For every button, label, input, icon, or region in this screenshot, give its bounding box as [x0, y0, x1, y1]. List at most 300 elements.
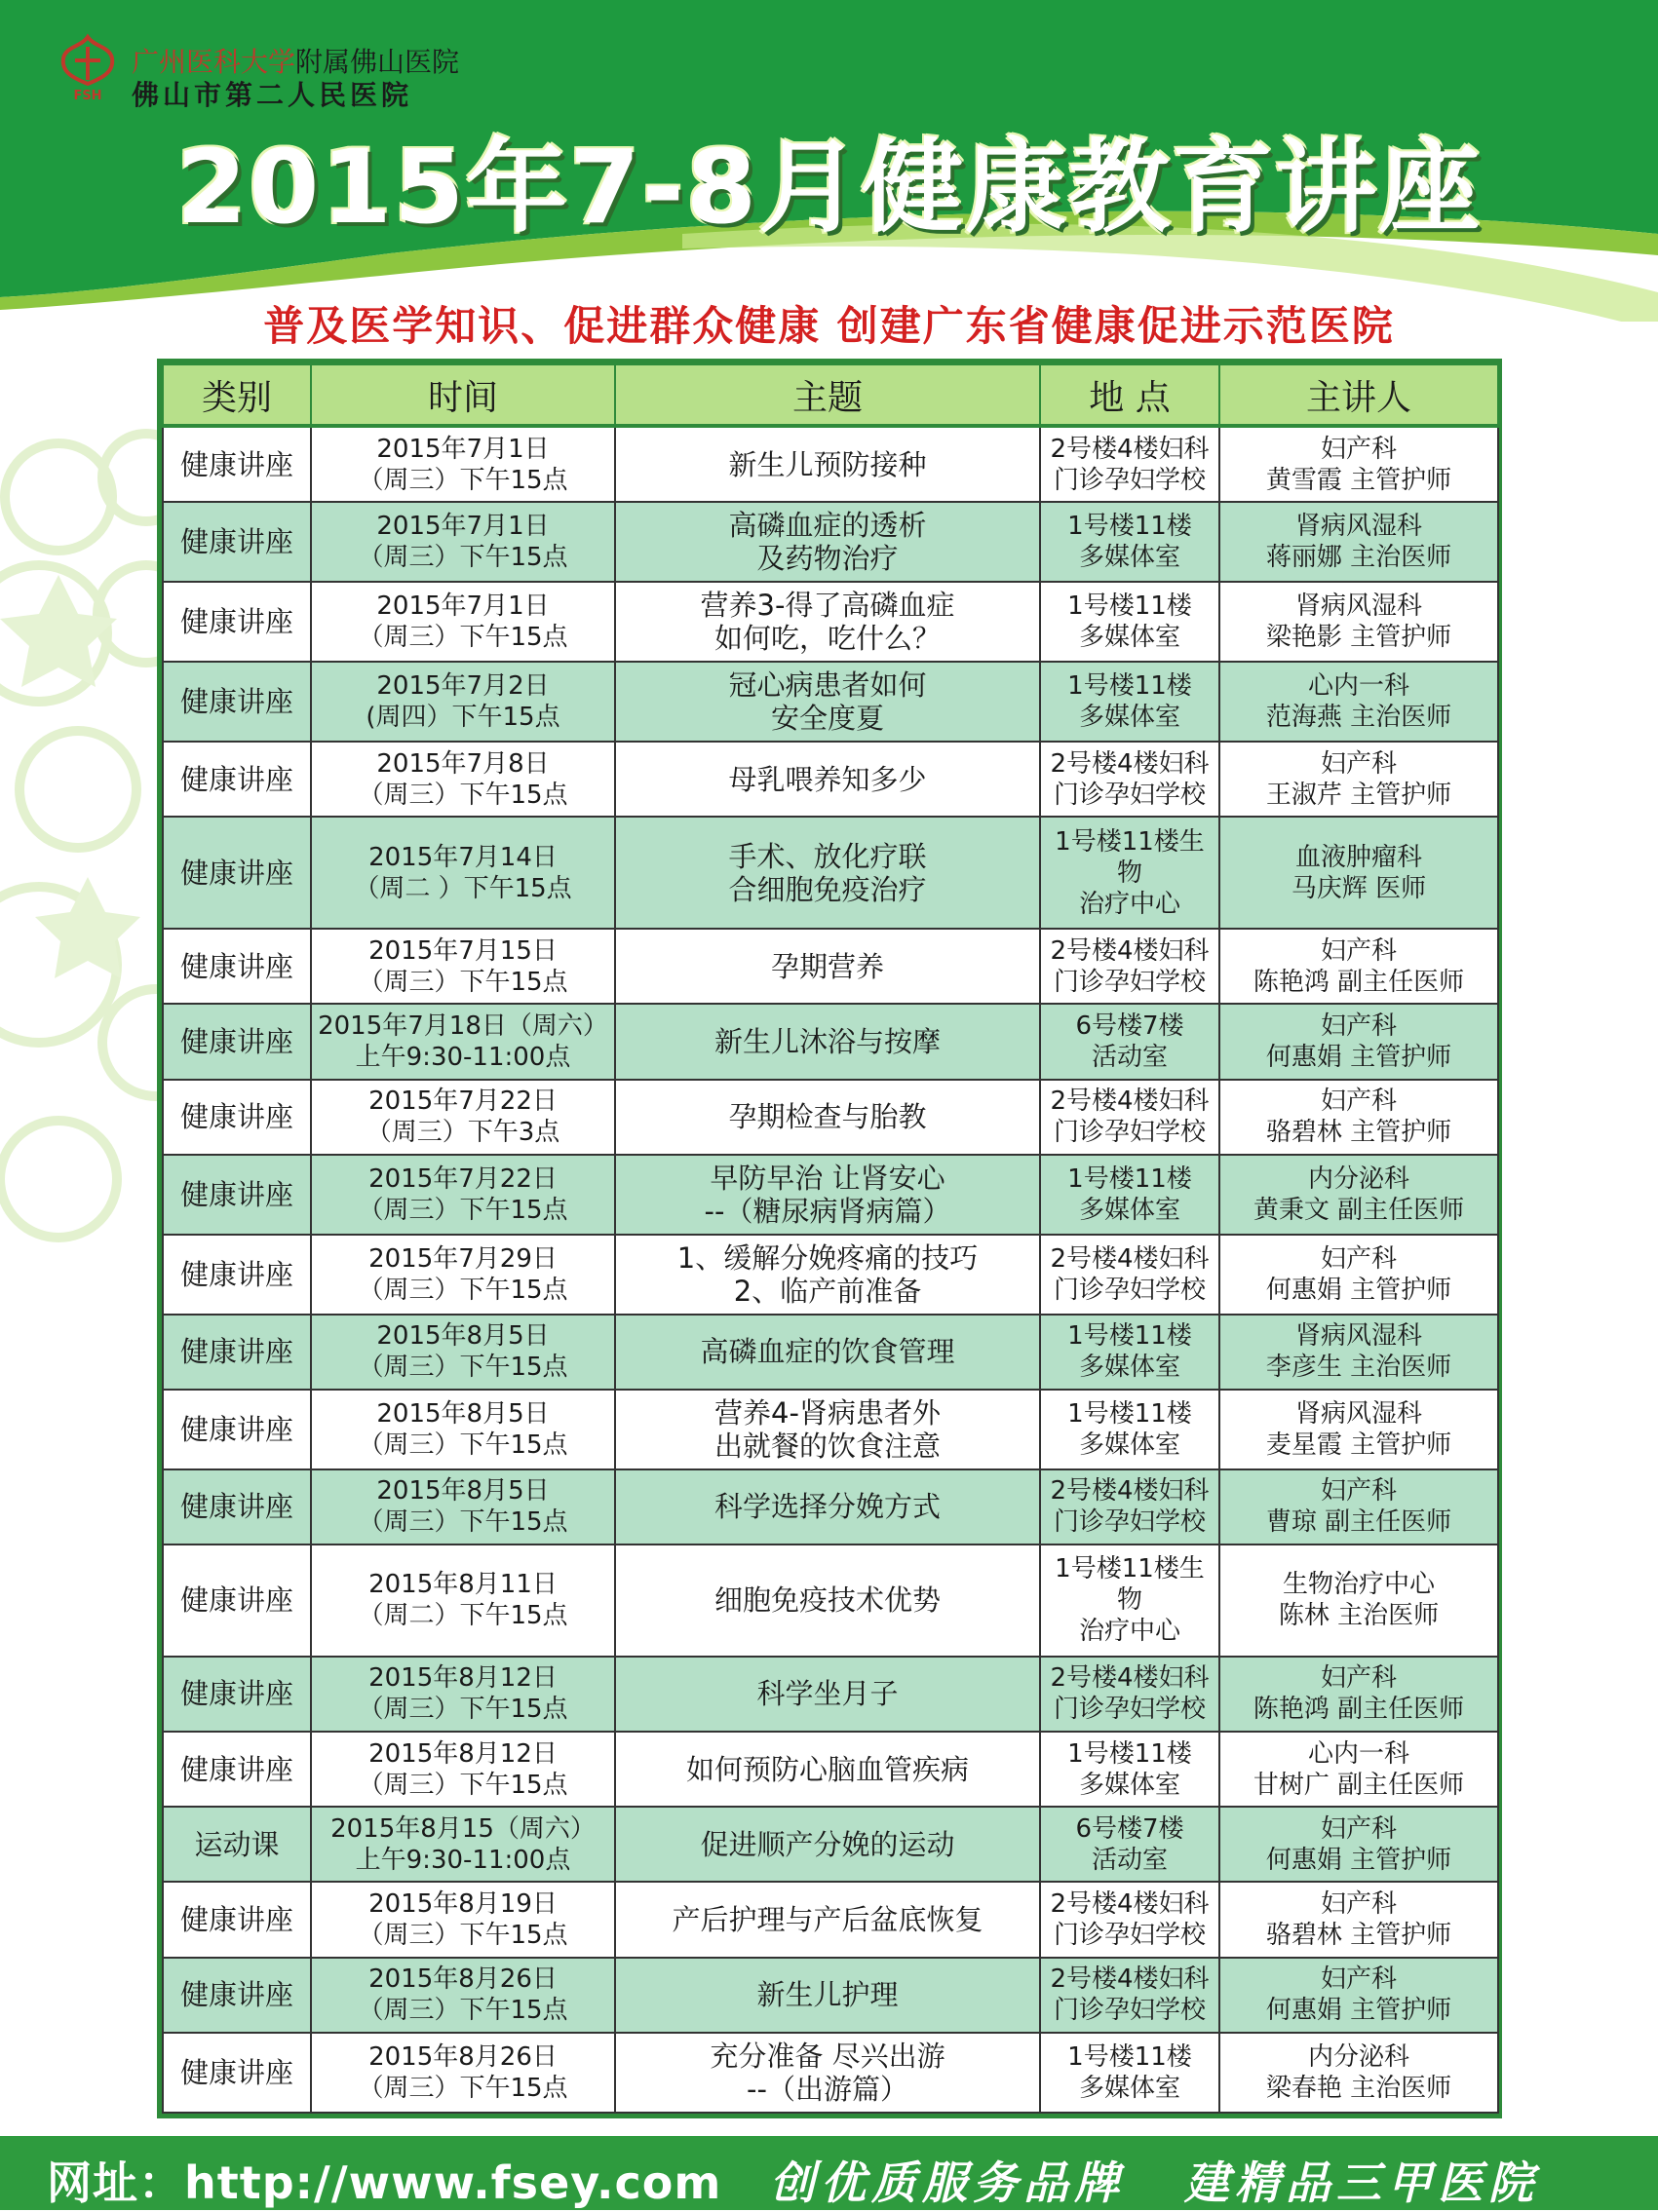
speaker-cell-line: 梁艳影 主管护师: [1265, 623, 1452, 653]
table-row: [163, 1469, 1498, 1545]
category-cell: [163, 1080, 311, 1155]
speaker-cell-line: 陈艳鸿 副主任医师: [1253, 967, 1465, 997]
speaker-cell-line: 肾病风湿科: [1294, 591, 1422, 622]
category-cell: [163, 502, 311, 582]
category-cell-line: 健康讲座: [179, 1752, 293, 1786]
topic-cell-line: 冠心病患者如何: [728, 668, 927, 703]
location-cell-line: 治疗中心: [1078, 1617, 1180, 1647]
speaker-cell: [1219, 662, 1498, 742]
topic-cell-line: 及药物治疗: [756, 542, 899, 576]
table-body: [163, 426, 1498, 2113]
time-cell-line: 2015年7月1日: [376, 512, 550, 542]
speaker-cell-line: 妇产科: [1320, 1663, 1397, 1694]
time-cell: [311, 1080, 615, 1155]
table-row: [163, 426, 1498, 502]
speaker-cell: [1219, 817, 1498, 929]
speaker-cell-line: 陈艳鸿 副主任医师: [1253, 1695, 1465, 1725]
time-cell-line: （周二）下午15点: [358, 1601, 568, 1631]
topic-cell-line: 出就餐的饮食注意: [713, 1429, 941, 1463]
topic-cell: [615, 1732, 1040, 1807]
topic-cell-line: 母乳喂养知多少: [728, 762, 927, 796]
table-header-row: [163, 364, 1498, 426]
category-cell-line: 健康讲座: [179, 1257, 293, 1291]
time-cell: [311, 1545, 615, 1657]
location-cell: [1040, 1657, 1219, 1732]
speaker-cell: [1219, 1882, 1498, 1957]
location-cell-line: 多媒体室: [1078, 1353, 1180, 1383]
category-cell: [163, 1545, 311, 1657]
location-cell: [1040, 662, 1219, 742]
table-row: [163, 1155, 1498, 1235]
speaker-cell-line: 妇产科: [1320, 1889, 1397, 1920]
location-cell: [1040, 1807, 1219, 1882]
speaker-cell-line: 血液肿瘤科: [1294, 842, 1422, 872]
category-cell-line: 健康讲座: [179, 856, 293, 890]
category-cell-line: 运动课: [194, 1827, 280, 1861]
category-cell-line: 健康讲座: [179, 605, 293, 639]
lecture-schedule-table: [157, 359, 1502, 2118]
speaker-cell-line: 肾病风湿科: [1294, 512, 1422, 542]
location-cell-line: 1号楼11楼: [1067, 512, 1192, 542]
location-cell-line: 1号楼11楼生物: [1055, 826, 1205, 888]
category-cell-line: 健康讲座: [179, 2055, 293, 2089]
location-cell: [1040, 1732, 1219, 1807]
location-cell: [1040, 426, 1219, 502]
speaker-cell-line: 妇产科: [1320, 1476, 1397, 1506]
category-cell-line: 健康讲座: [179, 1583, 293, 1618]
time-cell-line: 2015年8月26日: [368, 1964, 558, 1995]
topic-cell-line: 早防早治 让肾安心: [710, 1161, 945, 1195]
topic-cell: [615, 1958, 1040, 2033]
time-cell-line: 2015年7月1日: [376, 434, 550, 464]
category-cell: [163, 1657, 311, 1732]
speaker-cell: [1219, 1545, 1498, 1657]
time-cell: [311, 1469, 615, 1545]
table-row: [163, 1882, 1498, 1957]
topic-cell: [615, 742, 1040, 817]
speaker-cell-line: 内分泌科: [1307, 1163, 1409, 1194]
speaker-cell: [1219, 1004, 1498, 1079]
table-row: [163, 1545, 1498, 1657]
time-cell-line: （周三）下午15点: [358, 1921, 568, 1951]
header-topic: 主题: [615, 364, 1040, 426]
speaker-cell: [1219, 582, 1498, 662]
speaker-cell: [1219, 1807, 1498, 1882]
time-cell-line: （周三）下午15点: [358, 967, 568, 997]
time-cell: [311, 1657, 615, 1732]
time-cell-line: 2015年8月26日: [368, 2041, 558, 2072]
time-cell-line: 2015年8月5日: [376, 1476, 550, 1506]
page-title: 2015年7-8月健康教育讲座: [175, 128, 1483, 247]
category-cell: [163, 817, 311, 929]
time-cell-line: （周三）下午15点: [358, 1430, 568, 1460]
time-cell: [311, 1235, 615, 1315]
speaker-cell-line: 生物治疗中心: [1282, 1570, 1435, 1600]
time-cell-line: （周三）下午15点: [358, 1195, 568, 1225]
slogan: 普及医学知识、促进群众健康 创建广东省健康促进示范医院: [263, 302, 1395, 350]
topic-cell-line: 充分准备 尽兴出游: [710, 2039, 945, 2073]
speaker-cell: [1219, 1469, 1498, 1545]
speaker-cell-line: 何惠娟 主管护师: [1265, 1996, 1452, 2026]
location-cell-line: 6号楼7楼: [1075, 1011, 1184, 1041]
location-cell-line: 多媒体室: [1078, 1770, 1180, 1800]
topic-cell-line: 如何预防心脑血管疾病: [685, 1752, 969, 1786]
time-cell: [311, 662, 615, 742]
topic-cell: [615, 1545, 1040, 1657]
location-cell-line: 活动室: [1091, 1042, 1168, 1072]
table-row: [163, 742, 1498, 817]
speaker-cell-line: 内分泌科: [1307, 2041, 1409, 2072]
topic-cell-line: 促进顺产分娩的运动: [700, 1827, 955, 1861]
speaker-cell-line: 何惠娟 主管护师: [1265, 1042, 1452, 1072]
category-cell: [163, 1390, 311, 1469]
location-cell-line: 治疗中心: [1078, 889, 1180, 919]
location-cell-line: 门诊孕妇学校: [1053, 780, 1206, 810]
table-row: [163, 1390, 1498, 1469]
time-cell: [311, 817, 615, 929]
category-cell: [163, 582, 311, 662]
topic-cell: [615, 1080, 1040, 1155]
footer-slogan-1: 创优质服务品牌: [770, 2156, 1125, 2209]
location-cell: [1040, 1315, 1219, 1390]
category-cell: [163, 929, 311, 1004]
speaker-cell-line: 骆碧林 主管护师: [1265, 1921, 1452, 1951]
time-cell-line: （周三）下午15点: [358, 623, 568, 653]
category-cell-line: 健康讲座: [179, 1335, 293, 1369]
topic-cell: [615, 817, 1040, 929]
table-row: [163, 582, 1498, 662]
speaker-cell: [1219, 1390, 1498, 1469]
topic-cell: [615, 1155, 1040, 1235]
logo-hospital-name: 佛山市第二人民医院: [132, 79, 413, 111]
speaker-cell-line: 梁春艳 主治医师: [1265, 2073, 1452, 2103]
location-cell-line: 门诊孕妇学校: [1053, 1507, 1206, 1538]
topic-cell: [615, 1315, 1040, 1390]
topic-cell: [615, 1807, 1040, 1882]
category-cell-line: 健康讲座: [179, 1490, 293, 1524]
speaker-cell: [1219, 1732, 1498, 1807]
topic-cell-line: 科学选择分娩方式: [713, 1490, 941, 1524]
time-cell-line: 2015年7月18日（周六）: [318, 1011, 608, 1041]
table-row: [163, 929, 1498, 1004]
hospital-emblem-icon: [54, 33, 122, 101]
table-row: [163, 1315, 1498, 1390]
footer-slogan-2: 建精品三甲医院: [1184, 2156, 1539, 2209]
speaker-cell-line: 何惠娟 主管护师: [1265, 1275, 1452, 1305]
time-cell: [311, 1155, 615, 1235]
topic-cell-line: 如何吃，吃什么？: [713, 622, 941, 656]
category-cell-line: 健康讲座: [179, 1412, 293, 1446]
time-cell: [311, 1732, 615, 1807]
topic-cell: [615, 1882, 1040, 1957]
topic-cell-line: 高磷血症的饮食管理: [700, 1335, 955, 1369]
topic-cell: [615, 502, 1040, 582]
time-cell-line: 2015年8月15（周六）: [330, 1813, 596, 1844]
location-cell-line: 1号楼11楼: [1067, 671, 1192, 702]
location-cell-line: 多媒体室: [1078, 703, 1180, 733]
time-cell-line: 2015年8月5日: [376, 1398, 550, 1429]
topic-cell-line: 手术、放化疗联: [728, 839, 927, 873]
topic-cell-line: 1、缓解分娩疼痛的技巧: [676, 1240, 979, 1275]
speaker-cell-line: 妇产科: [1320, 1011, 1397, 1041]
time-cell: [311, 1958, 615, 2033]
speaker-cell-line: 肾病风湿科: [1294, 1398, 1422, 1429]
speaker-cell-line: 甘树广 副主任医师: [1253, 1770, 1465, 1800]
category-cell-line: 健康讲座: [179, 949, 293, 983]
table-row: [163, 1807, 1498, 1882]
topic-cell-line: 孕期检查与胎教: [728, 1100, 927, 1134]
location-cell-line: 1号楼11楼: [1067, 591, 1192, 622]
speaker-cell-line: 陈林 主治医师: [1278, 1601, 1440, 1631]
topic-cell-line: 安全度夏: [770, 702, 884, 736]
location-cell-line: 1号楼11楼生物: [1055, 1554, 1205, 1616]
table-row: [163, 817, 1498, 929]
location-cell: [1040, 502, 1219, 582]
table-row: [163, 1732, 1498, 1807]
speaker-cell: [1219, 2033, 1498, 2113]
location-cell-line: 2号楼4楼妇科: [1050, 1087, 1210, 1117]
speaker-cell-line: 王淑芹 主管护师: [1265, 780, 1452, 810]
location-cell: [1040, 582, 1219, 662]
speaker-cell-line: 李彦生 主治医师: [1265, 1353, 1452, 1383]
time-cell: [311, 1807, 615, 1882]
time-cell-line: 2015年7月8日: [376, 748, 550, 779]
speaker-cell-line: 何惠娟 主管护师: [1265, 1845, 1452, 1875]
topic-cell-line: --（出游篇）: [747, 2072, 908, 2106]
table-row: [163, 1004, 1498, 1079]
location-cell-line: 2号楼4楼妇科: [1050, 935, 1210, 966]
category-cell: [163, 1807, 311, 1882]
location-cell-line: 多媒体室: [1078, 1430, 1180, 1460]
speaker-cell: [1219, 1958, 1498, 2033]
location-cell-line: 1号楼11楼: [1067, 1738, 1192, 1769]
speaker-cell: [1219, 502, 1498, 582]
time-cell: [311, 929, 615, 1004]
location-cell: [1040, 817, 1219, 929]
speaker-cell-line: 心内一科: [1307, 671, 1409, 702]
location-cell-line: 6号楼7楼: [1075, 1813, 1184, 1844]
time-cell-line: （周三）下午15点: [358, 1695, 568, 1725]
time-cell-line: （周三）下午15点: [358, 1353, 568, 1383]
speaker-cell: [1219, 1080, 1498, 1155]
table-row: [163, 1235, 1498, 1315]
time-cell-line: 2015年7月14日: [368, 842, 558, 872]
speaker-cell: [1219, 1315, 1498, 1390]
time-cell-line: （周三）下午15点: [358, 543, 568, 573]
speaker-cell-line: 曹琼 副主任医师: [1265, 1507, 1452, 1538]
location-cell-line: 门诊孕妇学校: [1053, 1921, 1206, 1951]
location-cell: [1040, 1155, 1219, 1235]
speaker-cell-line: 妇产科: [1320, 748, 1397, 779]
location-cell: [1040, 1004, 1219, 1079]
location-cell-line: 门诊孕妇学校: [1053, 967, 1206, 997]
table-row: [163, 662, 1498, 742]
speaker-cell-line: 黄雪霞 主管护师: [1265, 465, 1452, 495]
topic-cell-line: 细胞免疫技术优势: [713, 1583, 941, 1618]
category-cell-line: 健康讲座: [179, 762, 293, 796]
category-cell: [163, 1732, 311, 1807]
speaker-cell-line: 麦星霞 主管护师: [1265, 1430, 1452, 1460]
topic-cell-line: 2、临产前准备: [733, 1274, 922, 1308]
location-cell-line: 门诊孕妇学校: [1053, 1118, 1206, 1148]
time-cell-line: （周三）下午15点: [358, 465, 568, 495]
category-cell: [163, 662, 311, 742]
speaker-cell-line: 妇产科: [1320, 1964, 1397, 1995]
speaker-cell-line: 妇产科: [1320, 1243, 1397, 1274]
category-cell-line: 健康讲座: [179, 1978, 293, 2012]
topic-cell: [615, 1657, 1040, 1732]
time-cell-line: 2015年8月11日: [368, 1570, 558, 1600]
topic-cell-line: 合细胞免疫治疗: [728, 872, 927, 906]
topic-cell: [615, 426, 1040, 502]
location-cell-line: 多媒体室: [1078, 543, 1180, 573]
time-cell: [311, 1390, 615, 1469]
header-category: 类别: [163, 364, 311, 426]
location-cell-line: 门诊孕妇学校: [1053, 1695, 1206, 1725]
location-cell-line: 活动室: [1091, 1845, 1168, 1875]
header-speaker: 主讲人: [1219, 364, 1498, 426]
location-cell-line: 多媒体室: [1078, 2073, 1180, 2103]
table-row: [163, 1657, 1498, 1732]
speaker-cell-line: 黄秉文 副主任医师: [1253, 1195, 1465, 1225]
hospital-logo: [54, 33, 460, 111]
speaker-cell-line: 妇产科: [1320, 434, 1397, 464]
location-cell-line: 2号楼4楼妇科: [1050, 1243, 1210, 1274]
logo-affiliated: 附属佛山医院: [295, 46, 460, 78]
category-cell: [163, 1958, 311, 2033]
location-cell: [1040, 929, 1219, 1004]
time-cell-line: 2015年8月5日: [376, 1321, 550, 1352]
time-cell-line: （周三）下午15点: [358, 2073, 568, 2103]
time-cell: [311, 2033, 615, 2113]
time-cell-line: 2015年7月22日: [368, 1163, 558, 1194]
topic-cell-line: 营养3-得了高磷血症: [700, 589, 955, 623]
table-row: [163, 502, 1498, 582]
location-cell-line: 门诊孕妇学校: [1053, 465, 1206, 495]
time-cell-line: （周三）下午15点: [358, 1275, 568, 1305]
category-cell-line: 健康讲座: [179, 1100, 293, 1134]
location-cell-line: 2号楼4楼妇科: [1050, 748, 1210, 779]
location-cell: [1040, 1958, 1219, 2033]
topic-cell: [615, 1469, 1040, 1545]
topic-cell: [615, 1390, 1040, 1469]
topic-cell-line: 科学坐月子: [756, 1677, 899, 1711]
category-cell: [163, 1004, 311, 1079]
table-row: [163, 1958, 1498, 2033]
speaker-cell-line: 肾病风湿科: [1294, 1321, 1422, 1352]
location-cell-line: 1号楼11楼: [1067, 1398, 1192, 1429]
topic-cell: [615, 1235, 1040, 1315]
time-cell-line: （周二 ）下午15点: [354, 873, 572, 903]
time-cell: [311, 1004, 615, 1079]
speaker-cell: [1219, 929, 1498, 1004]
speaker-cell: [1219, 742, 1498, 817]
category-cell: [163, 742, 311, 817]
speaker-cell-line: 妇产科: [1320, 935, 1397, 966]
location-cell-line: 2号楼4楼妇科: [1050, 1663, 1210, 1694]
table-row: [163, 1080, 1498, 1155]
speaker-cell-line: 马庆辉 医师: [1291, 873, 1427, 903]
topic-cell-line: 新生儿护理: [756, 1978, 899, 2012]
location-cell: [1040, 1235, 1219, 1315]
category-cell: [163, 1882, 311, 1957]
header-banner: [0, 0, 1658, 350]
speaker-cell-line: 妇产科: [1320, 1087, 1397, 1117]
website-url[interactable]: 网址：http://www.fsey.com: [47, 2156, 722, 2209]
topic-cell: [615, 1004, 1040, 1079]
time-cell: [311, 502, 615, 582]
category-cell-line: 健康讲座: [179, 447, 293, 481]
topic-cell: [615, 582, 1040, 662]
time-cell-line: 2015年7月29日: [368, 1243, 558, 1274]
speaker-cell: [1219, 1235, 1498, 1315]
location-cell-line: 1号楼11楼: [1067, 1163, 1192, 1194]
time-cell-line: （周三）下午15点: [358, 1996, 568, 2026]
topic-cell: [615, 2033, 1040, 2113]
time-cell: [311, 742, 615, 817]
topic-cell-line: --（糖尿病肾病篇）: [704, 1194, 951, 1228]
time-cell-line: （周三）下午15点: [358, 1507, 568, 1538]
location-cell-line: 多媒体室: [1078, 623, 1180, 653]
category-cell: [163, 1155, 311, 1235]
location-cell: [1040, 1080, 1219, 1155]
speaker-cell: [1219, 1155, 1498, 1235]
location-cell-line: 多媒体室: [1078, 1195, 1180, 1225]
category-cell: [163, 2033, 311, 2113]
speaker-cell-line: 范海燕 主治医师: [1265, 703, 1452, 733]
logo-mark-text: FSH: [73, 89, 102, 101]
topic-cell-line: 新生儿预防接种: [728, 447, 927, 481]
time-cell-line: 2015年8月12日: [368, 1663, 558, 1694]
location-cell-line: 2号楼4楼妇科: [1050, 434, 1210, 464]
location-cell: [1040, 1390, 1219, 1469]
category-cell: [163, 1235, 311, 1315]
topic-cell: [615, 929, 1040, 1004]
logo-university: 广州医科大学: [132, 46, 296, 78]
location-cell-line: 2号楼4楼妇科: [1050, 1889, 1210, 1920]
category-cell-line: 健康讲座: [179, 525, 293, 559]
time-cell: [311, 426, 615, 502]
time-cell-line: 2015年7月15日: [368, 935, 558, 966]
category-cell-line: 健康讲座: [179, 1024, 293, 1058]
topic-cell: [615, 662, 1040, 742]
speaker-cell-line: 蒋丽娜 主治医师: [1265, 543, 1452, 573]
location-cell-line: 门诊孕妇学校: [1053, 1275, 1206, 1305]
category-cell-line: 健康讲座: [179, 1903, 293, 1937]
topic-cell-line: 新生儿沐浴与按摩: [713, 1024, 941, 1058]
location-cell-line: 2号楼4楼妇科: [1050, 1476, 1210, 1506]
location-cell-line: 1号楼11楼: [1067, 2041, 1192, 2072]
speaker-cell-line: 骆碧林 主管护师: [1265, 1118, 1452, 1148]
category-cell-line: 健康讲座: [179, 1677, 293, 1711]
time-cell-line: 2015年8月19日: [368, 1889, 558, 1920]
table-row: [163, 2033, 1498, 2113]
category-cell: [163, 1469, 311, 1545]
time-cell-line: 2015年7月2日: [376, 671, 550, 702]
location-cell: [1040, 1882, 1219, 1957]
time-cell: [311, 1315, 615, 1390]
location-cell: [1040, 1469, 1219, 1545]
header-location: 地 点: [1040, 364, 1219, 426]
topic-cell-line: 营养4-肾病患者外: [714, 1395, 941, 1430]
location-cell-line: 2号楼4楼妇科: [1050, 1964, 1210, 1995]
location-cell-line: 门诊孕妇学校: [1053, 1996, 1206, 2026]
time-cell-line: (周四）下午15点: [366, 703, 560, 733]
time-cell: [311, 582, 615, 662]
time-cell-line: 上午9:30-11:00点: [355, 1845, 571, 1875]
speaker-cell-line: 妇产科: [1320, 1813, 1397, 1844]
location-cell: [1040, 2033, 1219, 2113]
